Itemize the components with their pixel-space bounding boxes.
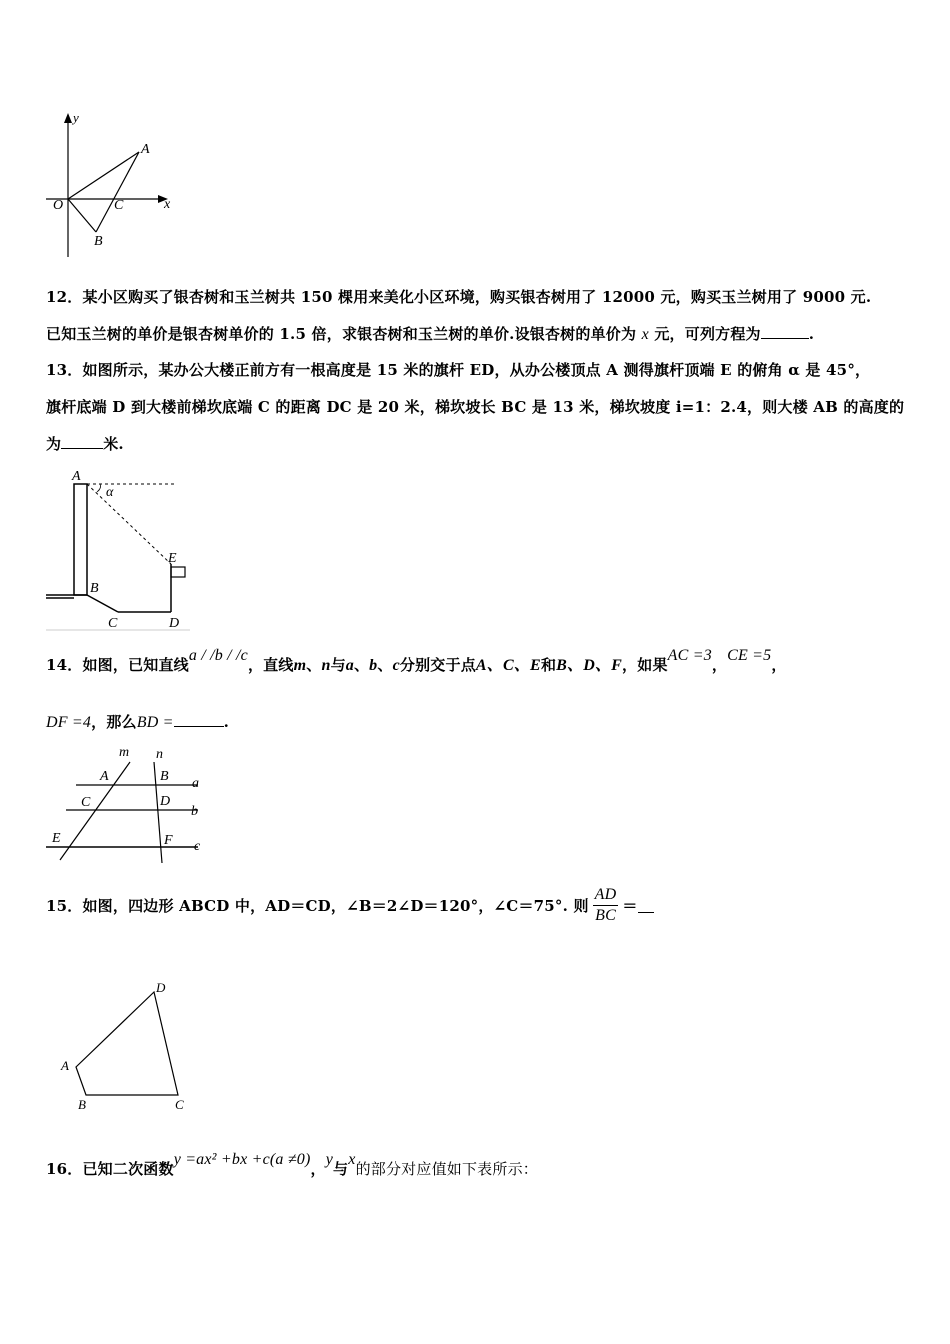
q13-line1 — [46, 359, 870, 380]
q14-period: . — [223, 713, 230, 731]
q12-variable: x — [641, 326, 649, 343]
q16-number: 16． — [46, 1160, 83, 1178]
q15-line — [46, 880, 654, 930]
q15-number: 15． — [46, 896, 83, 915]
label-d: D — [169, 616, 180, 631]
label-a: A — [61, 1058, 69, 1073]
q14-points-2: B、D、F — [556, 657, 623, 674]
label-b: B — [78, 1097, 86, 1112]
q13-number: 13． — [46, 361, 83, 379]
label-c-point: C — [81, 795, 91, 810]
q14-comma: ， — [771, 656, 787, 674]
q13-text-1: 如图所示，某办公大楼正前方有一根高度是 15 米的旗杆 ED，从办公楼顶点 A 测得旗杆顶端 E 的俯角 α 是 45°， — [82, 361, 871, 379]
q14-df: DF =4 — [46, 714, 92, 731]
q14-sep: 、 — [306, 656, 322, 674]
q12-text-2b: 元，可列方程为 — [654, 325, 761, 343]
q14-a: a — [345, 657, 354, 674]
label-a: A — [72, 469, 81, 484]
building-flagpole-figure — [40, 466, 200, 636]
q14-sep: 、 — [353, 656, 370, 674]
q13-line3 — [46, 433, 124, 454]
label-b: B — [90, 581, 99, 596]
label-b: B — [94, 234, 103, 249]
q14-line1 — [46, 647, 787, 675]
label-c: C — [114, 198, 124, 213]
q16-text-4: 的部分对应值如下表所示： — [355, 1160, 538, 1178]
q12-line2: 已知玉兰树的单价是银杏树单价的 1.5 倍，求银杏树和玉兰树的单价.设银杏树的单价为 x 元，可列方程为 . — [46, 325, 815, 343]
q14-text-3: 与 — [330, 656, 346, 674]
q14-text-4: 分别交于点 — [399, 656, 476, 674]
q16-text-3: 与 — [333, 1160, 349, 1178]
label-m: m — [119, 745, 130, 760]
label-d-point: D — [160, 794, 171, 809]
q16-text-1: 已知二次函数 — [82, 1160, 174, 1178]
label-c: C — [175, 1097, 184, 1112]
label-e-point: E — [52, 831, 61, 846]
q13-answer-blank[interactable] — [61, 434, 103, 449]
quadrilateral-figure — [55, 975, 205, 1120]
q15-equals: ＝ — [622, 896, 638, 915]
q14-text-7: ，那么 — [91, 713, 137, 731]
q14-text-1: 如图，已知直线 — [82, 656, 189, 674]
q14-answer-blank[interactable] — [174, 712, 224, 727]
q16-y: y — [325, 1151, 334, 1168]
q14-text-6: ，如果 — [622, 656, 668, 674]
q14-text-2: ，直线 — [247, 656, 294, 674]
q12-number: 12． — [46, 288, 83, 306]
label-a-line: a — [192, 776, 199, 791]
label-d: D — [156, 980, 166, 995]
q14-c: c — [392, 657, 400, 674]
q14-comma: ， — [711, 656, 728, 674]
q16-x: x — [348, 1151, 356, 1168]
label-o: O — [53, 198, 64, 213]
label-n: n — [156, 747, 163, 762]
q14-line2 — [46, 711, 229, 732]
q14-sep: 、 — [377, 656, 393, 674]
q15-fraction-denominator: BC — [595, 906, 616, 924]
q14-ac: AC =3 — [667, 647, 712, 664]
q14-n: n — [321, 657, 331, 674]
label-c-line: c — [194, 839, 201, 854]
q16-line — [46, 1151, 538, 1179]
q15-text: 如图，四边形 ABCD 中，AD＝CD，∠B＝2∠D＝120°，∠C＝75°. 则 — [82, 896, 589, 915]
label-b-line: b — [191, 804, 198, 819]
q13-text-2: 旗杆底端 D 到大楼前梯坎底端 C 的距离 DC 是 20 米，梯坎坡长 BC 是 13 米，梯坎坡度 i=1：2.4，则大楼 AB 的高度的 — [46, 398, 905, 416]
q14-b: b — [369, 657, 378, 674]
q14-m: m — [293, 657, 307, 674]
q15-fraction-numerator: AD — [593, 885, 619, 906]
q13-text-3b: 米. — [103, 435, 124, 453]
q12-line1 — [46, 286, 871, 307]
q14-parallel-expr: a / /b / /c — [188, 647, 248, 664]
q14-number: 14． — [46, 656, 83, 674]
label-x: x — [164, 197, 171, 212]
q15-answer-blank[interactable] — [638, 898, 654, 913]
label-a: A — [141, 142, 150, 157]
q15-fraction — [593, 885, 619, 926]
q12-text-2a: 已知玉兰树的单价是银杏树单价的 1.5 倍，求银杏树和玉兰树的单价.设银杏树的单价为 — [46, 325, 637, 343]
coordinate-figure — [40, 105, 190, 265]
q14-ce: CE =5 — [727, 647, 772, 664]
q14-bd: BD = — [136, 714, 174, 731]
q16-comma: ， — [310, 1160, 326, 1178]
label-y: y — [73, 110, 79, 125]
q14-text-5: 和 — [540, 656, 557, 674]
q13-text-3a: 为 — [46, 435, 62, 453]
q12-text-1: 某小区购买了银杏树和玉兰树共 150 棵用来美化小区环境，购买银杏树用了 12000 元，购买玉兰树用了 9000 元. — [82, 288, 872, 306]
label-a-point: A — [100, 769, 109, 784]
label-e: E — [168, 551, 177, 566]
parallel-lines-figure — [40, 742, 220, 867]
q14-points-1: A、C、E — [475, 657, 541, 674]
q16-function: y =ax² +bx +c(a ≠0) — [173, 1151, 311, 1168]
label-c: C — [108, 616, 118, 631]
q13-line2 — [46, 396, 904, 417]
label-b-point: B — [160, 769, 169, 784]
label-f-point: F — [164, 833, 173, 848]
label-alpha: α — [106, 485, 114, 500]
q12-answer-blank[interactable] — [761, 324, 809, 339]
